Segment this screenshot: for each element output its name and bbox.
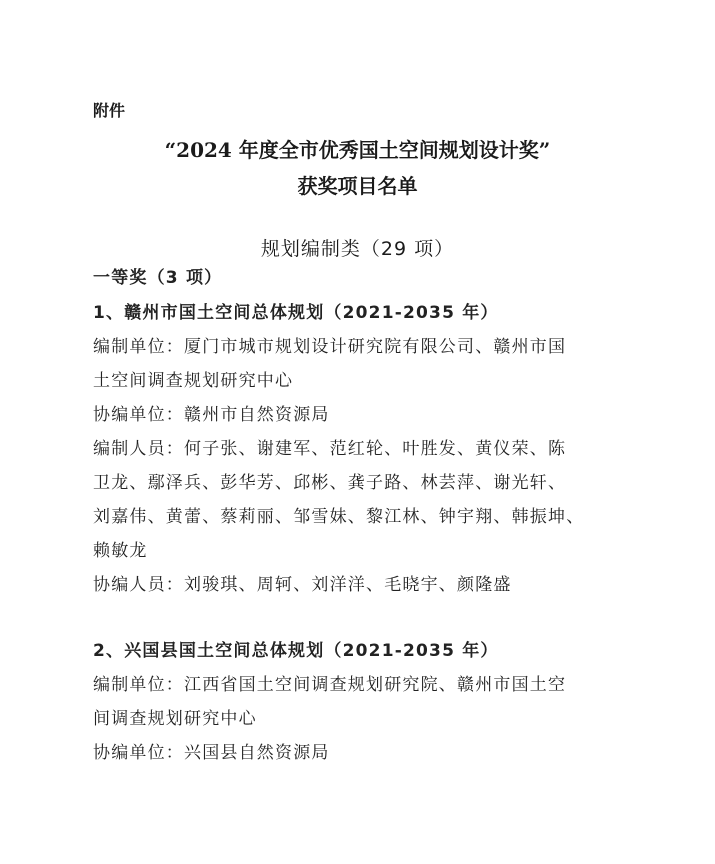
project-detail-line: 协编人员：刘骏琪、周轲、刘洋洋、毛晓宇、颜隆盛 [93,575,512,595]
project-detail-line: 刘嘉伟、黄蕾、蔡莉丽、邹雪妹、黎江林、钟宇翔、韩振坤、 [93,507,585,527]
section-heading: 规划编制类（29 项） [260,238,455,260]
project-detail-line: 土空间调查规划研究中心 [93,371,294,391]
project-title: 2、兴国县国土空间总体规划（2021-2035 年） [93,641,499,661]
project-detail-line: 编制单位：江西省国土空间调查规划研究院、赣州市国土空 [93,675,567,695]
document-title-line-1: “2024 年度全市优秀国土空间规划设计奖” [164,138,551,162]
project-detail-line: 编制人员：何子张、谢建军、范红轮、叶胜发、黄仪荣、陈 [93,439,567,459]
project-detail-line: 间调查规划研究中心 [93,709,257,729]
award-tier: 一等奖（3 项） [93,268,223,288]
document-title-line-2: 获奖项目名单 [297,174,418,198]
attachment-label: 附件 [93,101,126,120]
project-title: 1、赣州市国土空间总体规划（2021-2035 年） [93,303,499,323]
project-detail-line: 协编单位：兴国县自然资源局 [93,743,330,763]
project-detail-line: 编制单位：厦门市城市规划设计研究院有限公司、赣州市国 [93,337,567,357]
project-detail-line: 协编单位：赣州市自然资源局 [93,405,330,425]
project-detail-line: 卫龙、鄢泽兵、彭华芳、邱彬、龚子路、林芸萍、谢光轩、 [93,473,567,493]
project-detail-line: 赖敏龙 [93,541,148,561]
